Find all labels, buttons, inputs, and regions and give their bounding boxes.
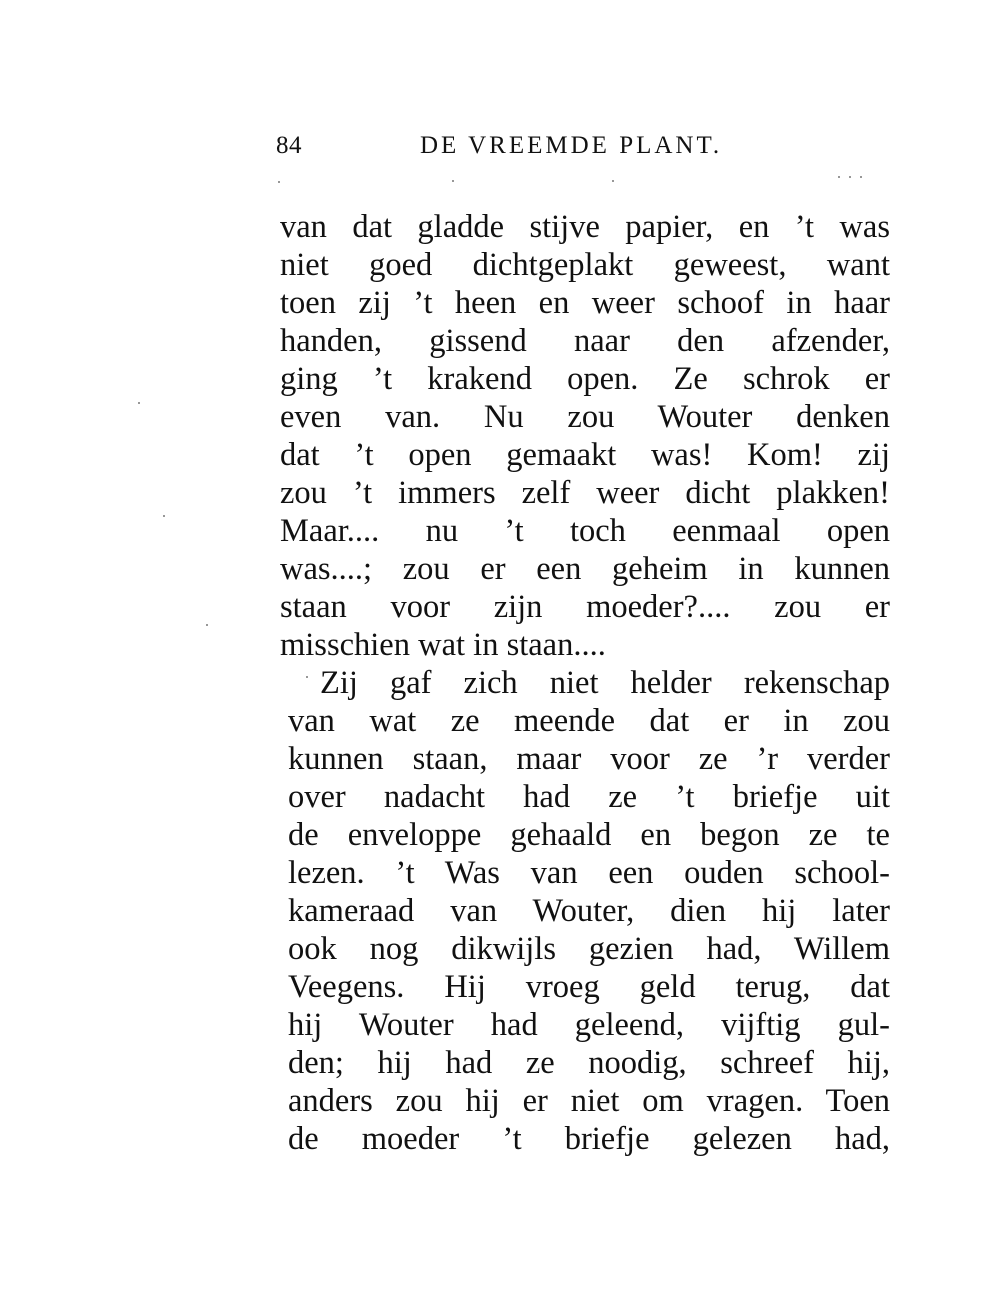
- text-line: anders zou hij er niet om vragen. Toen: [288, 1083, 890, 1119]
- text-line: staan voor zijn moeder?.... zou er: [280, 589, 890, 625]
- text-line: handen, gissend naar den afzender,: [280, 323, 890, 359]
- scan-speck: [206, 624, 208, 626]
- text-line: was....; zou er een geheim in kunnen: [280, 551, 890, 587]
- text-line: Veegens. Hij vroeg geld terug, dat: [288, 969, 890, 1005]
- text-line: toen zij ’t heen en weer schoof in haar: [280, 285, 890, 321]
- text-line: ook nog dikwijls gezien had, Willem: [288, 931, 890, 967]
- text-line: misschien wat in staan....: [280, 627, 606, 663]
- text-line: van dat gladde stijve papier, en ’t was: [280, 209, 890, 245]
- running-title: DE VREEMDE PLANT.: [420, 132, 723, 159]
- text-line: van wat ze meende dat er in zou: [288, 703, 890, 739]
- text-line: de moeder ’t briefje gelezen had,: [288, 1121, 890, 1157]
- text-line: over nadacht had ze ’t briefje uit: [288, 779, 890, 815]
- running-head: [0, 128, 1000, 168]
- paragraph-2: [288, 664, 890, 1158]
- scan-speck: [452, 180, 454, 182]
- text-line: hij Wouter had geleend, vijftig gul-: [288, 1007, 890, 1043]
- text-line: de enveloppe gehaald en begon ze te: [288, 817, 890, 853]
- text-line: Zij gaf zich niet helder rekenschap: [320, 665, 890, 701]
- text-line: lezen. ’t Was van een ouden school-: [288, 855, 890, 891]
- text-line: ging ’t krakend open. Ze schrok er: [280, 361, 890, 397]
- scan-speck: [849, 176, 851, 178]
- text-line: zou ’t immers zelf weer dicht plakken!: [280, 475, 890, 511]
- page-number: 84: [276, 132, 302, 159]
- text-line: even van. Nu zou Wouter denken: [280, 399, 890, 435]
- text-line: Maar.... nu ’t toch eenmaal open: [280, 513, 890, 549]
- text-line: den; hij had ze noodig, schreef hij,: [288, 1045, 890, 1081]
- scan-speck: [163, 515, 165, 517]
- text-line: kunnen staan, maar voor ze ’r verder: [288, 741, 890, 777]
- text-line: dat ’t open gemaakt was! Kom! zij: [280, 437, 890, 473]
- scan-speck: [138, 402, 140, 404]
- scan-speck: [278, 181, 280, 183]
- scan-speck: [306, 676, 308, 678]
- scan-speck: [612, 180, 614, 182]
- scan-speck: [838, 176, 840, 178]
- body-text: [280, 208, 890, 1158]
- text-line: niet goed dichtgeplakt geweest, want: [280, 247, 890, 283]
- text-line: kameraad van Wouter, dien hij later: [288, 893, 890, 929]
- paragraph-1: [280, 208, 890, 664]
- scan-speck: [860, 176, 862, 178]
